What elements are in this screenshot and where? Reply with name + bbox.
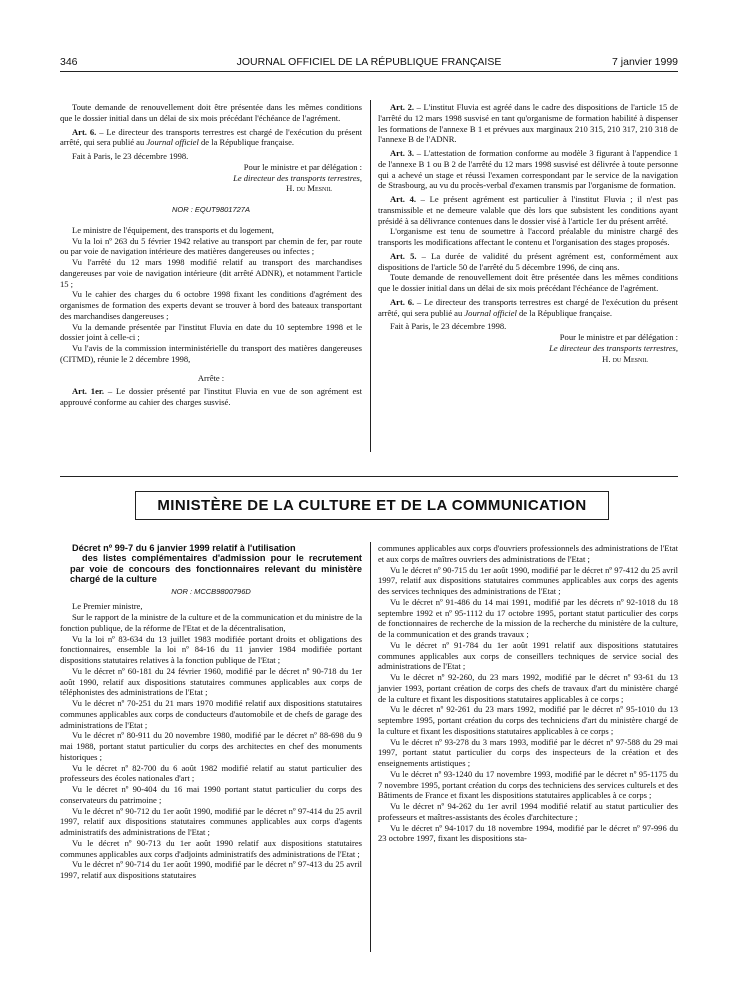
vis-paragraph: Vu le décret nº 90-712 du 1er août 1990, modifié par le décret nº 97-414 du 25 avril 1997, relatif aux dispositions statutaires communes applicables aux corps d'agents administratifs des administrations de l'Etat ; xyxy=(60,805,362,838)
paragraph: L'organisme est tenu de soumettre à l'accord préalable du ministre chargé des transports les modifications affectant le contenu et l'organisation des stages proposés. xyxy=(378,226,678,247)
fait-a-paris: Fait à Paris, le 23 décembre 1998. xyxy=(72,151,189,161)
vis-paragraph: Vu le décret nº 90-714 du 1er août 1990, modifié par le décret nº 97-413 du 25 avril 1997, relatif aux dispositions statutaires xyxy=(60,859,362,881)
vis-paragraph: Vu la demande présentée par l'institut Fluvia en date du 10 septembre 1998 et le dossier joint à celle-ci ; xyxy=(60,321,362,343)
ministry-banner: MINISTÈRE DE LA CULTURE ET DE LA COMMUNICATION xyxy=(135,491,609,520)
decree-right-column xyxy=(378,543,678,844)
column-divider xyxy=(370,542,371,952)
signature-name: H. du Mesnil xyxy=(286,183,332,194)
article-4: Art. 4. – Le présent agrément est particulier à l'institut Fluvia ; il n'est pas transmissible et ne demeure valable que dès lors que subsistent les conditions ayant présidé à sa délivrance contenues dans le dossier visé à l'article 1er du présent arrêté. xyxy=(378,194,678,226)
vis-paragraph: Vu le décret nº 60-181 du 24 février 1960, modifié par le décret nº 90-718 du 1er août 1990, relatif aux dispositions statutaires communes applicables aux corps de téléphonistes des administrations de l'Etat ; xyxy=(60,665,362,698)
signature-line: Pour le ministre et par délégation : xyxy=(559,332,678,342)
signature-line: Pour le ministre et par délégation : xyxy=(243,161,362,172)
fait-a-paris: Fait à Paris, le 23 décembre 1998. xyxy=(390,321,507,332)
article-2: Art. 2. – L'institut Fluvia est agréé dans le cadre des dispositions de l'article 15 de l'arrêté du 12 mars 1998 susvisé en tant qu'organisme de formation habilité à dispenser les formations de l'annexe B 1 et prévues aux marginaux 210 315, 210 317, 210 318 de l'annexe B de l'ADNR. xyxy=(378,102,678,145)
vis-paragraph: Vu l'avis de la commission interministérielle du transport des matières dangereuses (CITMD), réunie le 2 décembre 1998, xyxy=(60,343,362,364)
vis-paragraph: communes applicables aux corps d'ouvriers professionnels des administrations de l'Etat et aux corps de maîtres ouvriers des administrations de l'Etat ; xyxy=(378,543,678,564)
top-left-column xyxy=(60,102,362,408)
page-header xyxy=(60,56,678,70)
vis-paragraph: Vu le décret nº 91-784 du 1er août 1991 relatif aux dispositions statutaires communes applicables aux corps de conseillers techniques de service social des administrations de l'Etat ; xyxy=(378,639,678,672)
vis-paragraph: Vu le décret nº 90-715 du 1er août 1990, modifié par le décret nº 97-412 du 25 avril 1997, relatif aux dispositions statutaires communes applicables aux corps des agents des services techniques des administrations de l'Etat ; xyxy=(378,564,678,596)
issue-date: 7 janvier 1999 xyxy=(612,56,678,68)
vis-paragraph: Vu l'arrêté du 12 mars 1998 modifié relatif au transport des marchandises dangereuses par voie de navigation intérieure (dit arrêté ADNR), et notamment l'article 15 ; xyxy=(60,257,362,289)
decree-left-column xyxy=(60,543,362,881)
journal-title: JOURNAL OFFICIEL DE LA RÉPUBLIQUE FRANÇAISE xyxy=(236,56,502,68)
vis-paragraph: Vu le décret nº 92-261 du 23 mars 1992, modifié par le décret nº 95-1010 du 13 septembre 1995, portant création du corps des techniciens d'art du ministère chargé de la culture et fixant les dispositions statutaires applicables à ce corps ; xyxy=(378,704,678,736)
article-3: Art. 3. – L'attestation de formation conforme au modèle 3 figurant à l'appendice 1 de l'annexe B 1 ou B 2 de l'arrêté du 12 mars 1998 susvisé est délivrée à toute personne qui a achevé un stage et réussi l'examen correspondant par le service de la navigation de Strasbourg, au vu du procès-verbal d'examen transmis par l'organisme de formation. xyxy=(378,148,679,191)
arrete-heading: Arrête : xyxy=(197,372,225,383)
decree-title: Décret nº 99-7 du 6 janvier 1999 relatif à l'utilisation des listes complémentaires d'admission pour le recrutement par voie de concours des fonctionnaires relevant du ministère chargé de la culture xyxy=(70,543,362,585)
vis-paragraph: Vu le décret nº 70-251 du 21 mars 1970 modifié relatif aux dispositions statutaires communes applicables aux corps de conducteurs d'automobile et de chefs de garage des administrations de l'Etat ; xyxy=(60,698,362,730)
vis-paragraph: Vu le décret nº 94-1017 du 18 novembre 1994, modifié par le décret nº 97-996 du 23 octobre 1997, fixant les dispositions sta- xyxy=(378,822,678,844)
article-6: Art. 6. – Le directeur des transports terrestres est chargé de l'exécution du présent arrêté, qui sera publié au Journal officiel de la République française. xyxy=(60,126,363,148)
page-number: 346 xyxy=(60,56,78,68)
vis-paragraph: Sur le rapport de la ministre de la culture et de la communication et du ministre de la fonction publique, de la réforme de l'Etat et de la décentralisation, xyxy=(60,612,362,633)
premier-ministre: Le Premier ministre, xyxy=(72,601,143,612)
vis-paragraph: Vu le décret nº 90-713 du 1er août 1990 relatif aux dispositions statutaires communes applicables aux corps d'adjoints administratifs des administrations de l'Etat ; xyxy=(60,837,362,859)
vis-paragraph: Le ministre de l'équipement, des transports et du logement, xyxy=(72,224,274,235)
vis-paragraph: Vu le décret nº 90-404 du 16 mai 1990 portant statut particulier du corps des conservateurs du patrimoine ; xyxy=(60,784,362,805)
column-divider xyxy=(370,100,371,452)
vis-paragraph: Vu le décret nº 94-262 du 1er avril 1994 modifié relatif au statut particulier des professeurs et maîtres-assistants des écoles d'architecture ; xyxy=(378,801,678,822)
vis-paragraph: Vu le décret nº 91-486 du 14 mai 1991, modifié par les décrets nº 92-1018 du 18 septembre 1992 et nº 95-1112 du 17 octobre 1995, portant statut particulier des corps de fonctionnaires de recherche de la mission de la recherche du ministère de la culture, de la communication et des grands travaux ; xyxy=(378,596,678,639)
article-6: Art. 6. – Le directeur des transports terrestres est chargé de l'exécution du présent arrêté, qui sera publié au Journal officiel de la République française. xyxy=(378,296,679,318)
vis-paragraph: Vu le décret nº 93-1240 du 17 novembre 1993, modifié par le décret nº 95-1175 du 7 novembre 1995, portant création du corps des techniciens des services culturels et des Bâtiments de France et fixant les dispositions statutaires applicables à ce corps ; xyxy=(378,768,678,801)
signature-title: Le directeur des transports terrestres, xyxy=(233,172,362,183)
section-rule xyxy=(60,476,678,477)
vis-paragraph: Vu le décret nº 82-700 du 6 août 1982 modifié relatif au statut particulier des professeurs des écoles nationales d'art ; xyxy=(60,762,362,784)
vis-paragraph: Vu le cahier des charges du 6 octobre 1998 fixant les conditions d'agrément des organismes de formation des experts devant se trouver à bord des bateaux transportant des marchandises dangereuses ; xyxy=(60,289,362,321)
vis-paragraph: Vu le décret nº 93-278 du 3 mars 1993, modifié par le décret nº 97-588 du 29 mai 1997, portant statut particulier du corps des inspecteurs de la création et des enseignements artistiques ; xyxy=(378,736,678,768)
article-5: Art. 5. – La durée de validité du présent agrément est, conformément aux dispositions de l'article 50 de l'arrêté du 5 décembre 1996, de cinq ans. xyxy=(378,250,678,272)
signature-name: H. du Mesnil xyxy=(602,353,648,364)
nor-reference: NOR : MCCB9800796D xyxy=(171,586,251,596)
vis-paragraph: Vu le décret nº 80-911 du 20 novembre 1980, modifié par le décret nº 88-698 du 9 mai 1988, portant statut particulier du corps des architectes en chef des monuments historiques ; xyxy=(60,730,362,762)
vis-paragraph: Vu le décret nº 92-260, du 23 mars 1992, modifié par le décret nº 93-61 du 13 janvier 1993, portant création de corps des chefs de travaux d'art du ministère chargé de la culture et fixant les dispositions statutaires applicables à ce corps ; xyxy=(378,672,678,704)
paragraph: Toute demande de renouvellement doit être présentée dans les mêmes conditions que le dossier initial dans un délai de six mois précédant l'échéance de l'agrément. xyxy=(378,272,678,293)
article-1: Art. 1er. – Le dossier présenté par l'institut Fluvia en vue de son agrément est approuvé conforme au cahier des charges susvisé. xyxy=(60,386,362,407)
top-right-column xyxy=(378,102,678,364)
vis-paragraph: Vu la loi nº 83-634 du 13 juillet 1983 modifiée portant droits et obligations des fonctionnaires, ensemble la loi nº 84-16 du 11 janvier 1984 modifiée portant dispositions statutaires relatives à la fonction publique de l'Etat ; xyxy=(60,633,362,666)
header-rule xyxy=(60,71,678,72)
nor-reference: NOR : EQUT9801727A xyxy=(172,205,250,214)
signature-title: Le directeur des transports terrestres, xyxy=(549,342,678,353)
paragraph: Toute demande de renouvellement doit être présentée dans les mêmes conditions que le dossier initial dans un délai de six mois précédant l'échéance de l'agrément. xyxy=(60,102,362,123)
vis-paragraph: Vu la loi nº 263 du 5 février 1942 relative au transport par chemin de fer, par route ou par voie de navigation intérieure des matières dangereuses ou infectes ; xyxy=(60,235,362,257)
